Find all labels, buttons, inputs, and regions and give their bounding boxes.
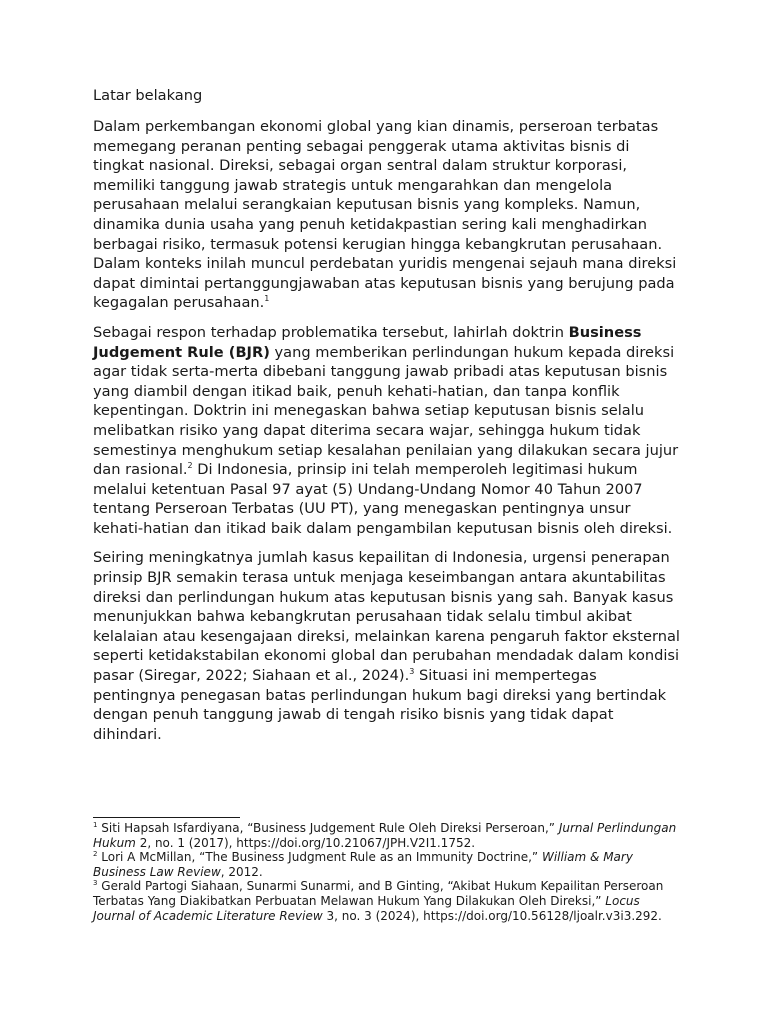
footnote-journal: William & Mary Business Law Review	[93, 850, 633, 879]
footnote-number: 3	[93, 879, 98, 888]
paragraph-3	[93, 548, 683, 744]
footnote-journal: Locus Journal of Academic Literature Review	[93, 893, 640, 923]
footnote-number: 2	[93, 850, 98, 859]
paragraph-2-text-start: Sebagai respon terhadap problematika tersebut, lahirlah doktrin	[93, 323, 569, 341]
footnote-2	[93, 850, 683, 879]
paragraph-2	[93, 323, 683, 539]
footnote-separator	[93, 817, 240, 818]
body-content	[93, 84, 683, 754]
footnote-number: 1	[93, 821, 98, 829]
footnote-text: Siti Hapsah Isfardiyana, “Business Judgement Rule Oleh Direksi Perseroan,”	[97, 821, 559, 835]
paragraph-2-text-middle: yang memberikan perlindungan hukum kepada direksi agar tidak serta-merta dibebani tanggung jawab pribadi atas keputusan bisnis yang diambil dengan itikad baik, penuh kehati-hatian, dan tanpa konflik kepentingan. Doktrin ini menegaskan bahwa setiap keputusan bisnis selalu melibatkan risiko yang dapat diterima secara wajar, sehingga hukum tidak semestinya menghukum setiap kesalahan penilaian yang dilakukan secara jujur dan rasional.	[93, 343, 679, 479]
paragraph-1	[93, 117, 683, 313]
footnote-ref-2[interactable]: 2	[187, 461, 193, 471]
footnote-ref-3[interactable]: 3	[409, 667, 415, 677]
paragraph-3-text-end: Situasi ini mempertegas pentingnya penegasan batas perlindungan hukum bagi direksi yang bertindak dengan penuh tanggung jawab di tengah risiko bisnis yang tidak dapat dihindari.	[93, 667, 667, 743]
bjr-term: Business Judgement Rule (BJR)	[93, 323, 642, 361]
footnote-ref-1[interactable]: 1	[264, 294, 270, 304]
footnote-text: Gerald Partogi Siahaan, Sunarmi Sunarmi, and B Ginting, “Akibat Hukum Kepailitan Perseroan Terbatas Yang Diakibatkan Perbuatan Melawan Hukum Yang Dilakukan Oleh Direksi,”	[93, 879, 664, 908]
footnote-1	[93, 821, 683, 850]
footnotes	[93, 821, 683, 923]
paragraph-3-text-start: Seiring meningkatnya jumlah kasus kepailitan di Indonesia, urgensi penerapan prinsip BJR semakin terasa untuk menjaga keseimbangan antara akuntabilitas direksi dan perlindungan hukum atas keputusan bisnis yang sah. Banyak kasus menunjukkan bahwa kebangkrutan perusahaan tidak selalu timbul akibat kelalaian atau kesengajaan direksi, melainkan karena pengaruh faktor eksternal seperti ketidakstabilan ekonomi global dan perubahan mendadak dalam kondisi pasar (Siregar, 2022; Siahaan et al., 2024).	[93, 549, 680, 685]
footnote-3	[93, 879, 683, 923]
footnote-journal: Jurnal Perlindungan Hukum	[93, 821, 677, 850]
paragraph-2-text-end: Di Indonesia, prinsip ini telah memperoleh legitimasi hukum melalui ketentuan Pasal 97 ayat (5) Undang-Undang Nomor 40 Tahun 2007 tentang Perseroan Terbatas (UU PT), yang menegaskan pentingnya unsur kehati-hatian dan itikad baik dalam pengambilan keputusan bisnis oleh direksi.	[93, 461, 673, 537]
footnote-text[interactable]: 3, no. 3 (2024), https://doi.org/10.56128/ljoalr.v3i3.292.	[322, 908, 662, 923]
footnote-text: Lori A McMillan, “The Business Judgment Rule as an Immunity Doctrine,”	[97, 850, 542, 865]
footnote-text[interactable]: 2, no. 1 (2017), https://doi.org/10.21067/JPH.V2I1.1752.	[135, 835, 476, 850]
section-heading: Latar belakang	[93, 87, 203, 104]
footnote-text: , 2012.	[220, 864, 263, 879]
paragraph-1-text: Dalam perkembangan ekonomi global yang kian dinamis, perseroan terbatas memegang peranan penting sebagai penggerak utama aktivitas bisnis di tingkat nasional. Direksi, sebagai organ sentral dalam struktur korporasi, memiliki tanggung jawab strategis untuk mengarahkan dan mengelola perusahaan melalui serangkaian keputusan bisnis yang kompleks. Namun, dinamika dunia usaha yang penuh ketidakpastian sering kali menghadirkan berbagai risiko, termasuk potensi kerugian hingga kebangkrutan perusahaan. Dalam konteks inilah muncul perdebatan yuridis mengenai sejauh mana direksi dapat dimintai pertanggungjawaban atas keputusan bisnis yang berujung pada kegagalan perusahaan.	[93, 118, 677, 312]
